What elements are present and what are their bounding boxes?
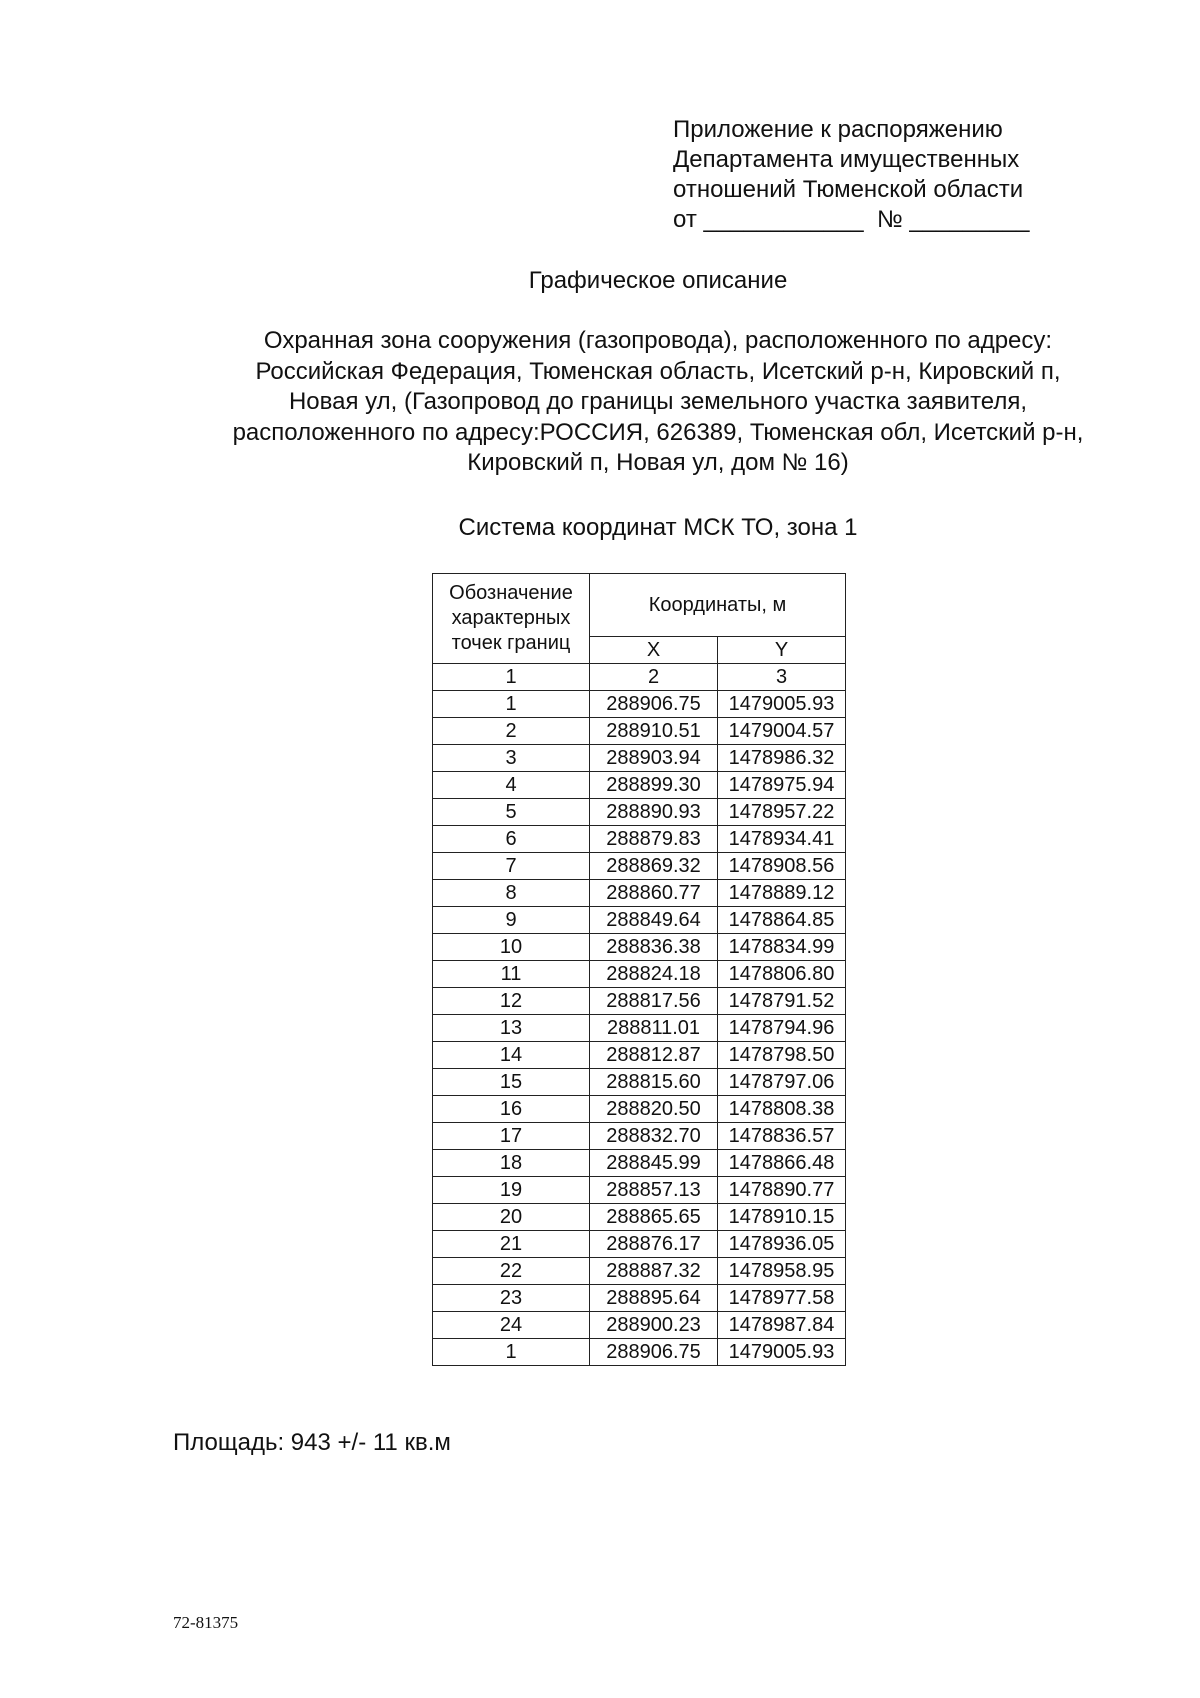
x-coordinate-cell: 288815.60 — [590, 1069, 718, 1096]
point-id-cell: 3 — [433, 745, 590, 772]
point-id-cell: 8 — [433, 880, 590, 907]
point-id-cell: 7 — [433, 853, 590, 880]
header-points-line: точек границ — [451, 632, 571, 654]
point-id-cell: 5 — [433, 799, 590, 826]
document-title: Графическое описание — [528, 267, 788, 294]
point-id-cell: 2 — [433, 718, 590, 745]
point-id-cell: 18 — [433, 1150, 590, 1177]
table-row — [433, 1015, 846, 1042]
point-id-cell: 14 — [433, 1042, 590, 1069]
area-value: Площадь: 943 +/- 11 кв.м — [173, 1429, 451, 1456]
header-y-cell: Y — [718, 637, 846, 664]
x-coordinate-cell: 288836.38 — [590, 934, 718, 961]
table-row — [433, 1123, 846, 1150]
table-row — [433, 1258, 846, 1285]
y-coordinate-cell: 1478936.05 — [718, 1231, 846, 1258]
point-id-cell: 21 — [433, 1231, 590, 1258]
y-coordinate-cell: 1478987.84 — [718, 1312, 846, 1339]
coordinate-system-label: Система координат МСК ТО, зона 1 — [458, 514, 858, 541]
table-row — [433, 1339, 846, 1366]
table-row — [433, 1096, 846, 1123]
point-id-cell: 19 — [433, 1177, 590, 1204]
table-row — [433, 745, 846, 772]
table-row — [433, 907, 846, 934]
x-coordinate-cell: 288879.83 — [590, 826, 718, 853]
x-coordinate-cell: 288811.01 — [590, 1015, 718, 1042]
x-coordinate-cell: 288865.65 — [590, 1204, 718, 1231]
point-id-cell: 1 — [433, 1339, 590, 1366]
table-row — [433, 934, 846, 961]
appendix-line: отношений Тюменской области — [673, 176, 1024, 203]
description-line: Российская Федерация, Тюменская область, Исетский р-н, Кировский п, — [255, 357, 1061, 385]
y-coordinate-cell: 1479005.93 — [718, 1339, 846, 1366]
table-header-row — [433, 574, 846, 637]
description-line: Кировский п, Новая ул, дом № 16) — [467, 449, 849, 476]
y-coordinate-cell: 1478791.52 — [718, 988, 846, 1015]
x-coordinate-cell: 288824.18 — [590, 961, 718, 988]
description-line: Новая ул, (Газопровод до границы земельного участка заявителя, — [288, 388, 1028, 415]
x-coordinate-cell: 288860.77 — [590, 880, 718, 907]
y-coordinate-cell: 1478797.06 — [718, 1069, 846, 1096]
appendix-line: Приложение к распоряжению — [673, 116, 1003, 143]
header-points-line: Обозначение — [449, 582, 573, 604]
point-id-cell: 20 — [433, 1204, 590, 1231]
table-row — [433, 718, 846, 745]
document-number: 72-81375 — [173, 1613, 239, 1632]
y-coordinate-cell: 1478958.95 — [718, 1258, 846, 1285]
table-row — [433, 1285, 846, 1312]
point-id-cell: 13 — [433, 1015, 590, 1042]
x-coordinate-cell: 288876.17 — [590, 1231, 718, 1258]
column-number-cell: 2 — [590, 664, 718, 691]
x-coordinate-cell: 288817.56 — [590, 988, 718, 1015]
table-row — [433, 1312, 846, 1339]
header-x-cell: X — [590, 637, 718, 664]
y-coordinate-cell: 1478977.58 — [718, 1285, 846, 1312]
point-id-cell: 1 — [433, 691, 590, 718]
table-row — [433, 988, 846, 1015]
y-coordinate-cell: 1478798.50 — [718, 1042, 846, 1069]
y-coordinate-cell: 1478864.85 — [718, 907, 846, 934]
x-coordinate-cell: 288849.64 — [590, 907, 718, 934]
table-row — [433, 826, 846, 853]
y-coordinate-cell: 1478975.94 — [718, 772, 846, 799]
description-line: расположенного по адресу:РОССИЯ, 626389, Тюменская обл, Исетский р-н, — [232, 418, 1084, 446]
coordinates-table — [432, 573, 846, 1366]
y-coordinate-cell: 1478908.56 — [718, 853, 846, 880]
point-id-cell: 17 — [433, 1123, 590, 1150]
x-coordinate-cell: 288903.94 — [590, 745, 718, 772]
y-coordinate-cell: 1478889.12 — [718, 880, 846, 907]
y-coordinate-cell: 1478910.15 — [718, 1204, 846, 1231]
x-coordinate-cell: 288869.32 — [590, 853, 718, 880]
point-id-cell: 6 — [433, 826, 590, 853]
table-row — [433, 772, 846, 799]
column-number-cell: 1 — [433, 664, 590, 691]
table-row — [433, 1069, 846, 1096]
table-row — [433, 1042, 846, 1069]
y-coordinate-cell: 1479005.93 — [718, 691, 846, 718]
appendix-line: Департамента имущественных — [673, 146, 1020, 173]
point-id-cell: 12 — [433, 988, 590, 1015]
y-coordinate-cell: 1478934.41 — [718, 826, 846, 853]
column-number-row — [433, 664, 846, 691]
x-coordinate-cell: 288887.32 — [590, 1258, 718, 1285]
x-coordinate-cell: 288832.70 — [590, 1123, 718, 1150]
y-coordinate-cell: 1478808.38 — [718, 1096, 846, 1123]
x-coordinate-cell: 288845.99 — [590, 1150, 718, 1177]
point-id-cell: 11 — [433, 961, 590, 988]
y-coordinate-cell: 1478836.57 — [718, 1123, 846, 1150]
zone-description — [160, 326, 1156, 479]
point-id-cell: 9 — [433, 907, 590, 934]
appendix-block — [673, 115, 1030, 235]
x-coordinate-cell: 288906.75 — [590, 1339, 718, 1366]
header-coordinates-cell: Координаты, м — [590, 574, 846, 637]
x-coordinate-cell: 288906.75 — [590, 691, 718, 718]
table-row — [433, 880, 846, 907]
table-row — [433, 961, 846, 988]
point-id-cell: 24 — [433, 1312, 590, 1339]
table-row — [433, 853, 846, 880]
y-coordinate-cell: 1478890.77 — [718, 1177, 846, 1204]
x-coordinate-cell: 288820.50 — [590, 1096, 718, 1123]
point-id-cell: 22 — [433, 1258, 590, 1285]
column-number-cell: 3 — [718, 664, 846, 691]
y-coordinate-cell: 1478957.22 — [718, 799, 846, 826]
table-row — [433, 691, 846, 718]
x-coordinate-cell: 288890.93 — [590, 799, 718, 826]
y-coordinate-cell: 1478806.80 — [718, 961, 846, 988]
x-coordinate-cell: 288857.13 — [590, 1177, 718, 1204]
x-coordinate-cell: 288895.64 — [590, 1285, 718, 1312]
point-id-cell: 16 — [433, 1096, 590, 1123]
x-coordinate-cell: 288910.51 — [590, 718, 718, 745]
table-row — [433, 799, 846, 826]
point-id-cell: 15 — [433, 1069, 590, 1096]
appendix-date-number-line: от ____________ № _________ — [673, 206, 1030, 233]
x-coordinate-cell: 288812.87 — [590, 1042, 718, 1069]
x-coordinate-cell: 288899.30 — [590, 772, 718, 799]
y-coordinate-cell: 1478986.32 — [718, 745, 846, 772]
x-coordinate-cell: 288900.23 — [590, 1312, 718, 1339]
point-id-cell: 23 — [433, 1285, 590, 1312]
description-line: Охранная зона сооружения (газопровода), расположенного по адресу: — [263, 327, 1053, 354]
y-coordinate-cell: 1478794.96 — [718, 1015, 846, 1042]
table-row — [433, 1204, 846, 1231]
point-id-cell: 4 — [433, 772, 590, 799]
y-coordinate-cell: 1478866.48 — [718, 1150, 846, 1177]
point-id-cell: 10 — [433, 934, 590, 961]
table-row — [433, 1231, 846, 1258]
table-row — [433, 1150, 846, 1177]
y-coordinate-cell: 1479004.57 — [718, 718, 846, 745]
y-coordinate-cell: 1478834.99 — [718, 934, 846, 961]
header-points-line: характерных — [451, 607, 571, 629]
header-points-cell — [433, 574, 590, 664]
table-row — [433, 1177, 846, 1204]
